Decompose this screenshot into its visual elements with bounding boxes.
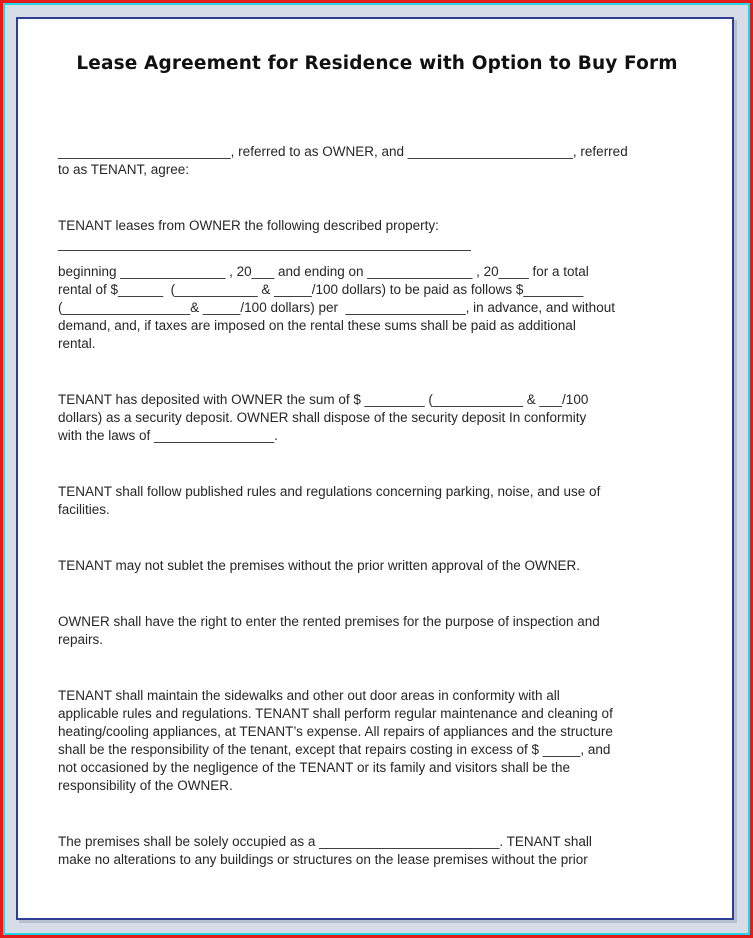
- text-line: The premises shall be solely occupied as a ________________________. TENANT shall: [58, 834, 592, 849]
- paragraph-security-deposit: [58, 391, 698, 445]
- paragraph-parties: [58, 143, 698, 179]
- text-line: facilities.: [58, 502, 110, 517]
- text-line: TENANT has deposited with OWNER the sum of $ ________ (____________ & ___/100: [58, 392, 589, 407]
- paragraph-property: [58, 217, 698, 253]
- text-line: rental.: [58, 336, 96, 351]
- text-line: applicable rules and regulations. TENANT shall perform regular maintenance and cleaning of: [58, 706, 613, 721]
- text-line: TENANT may not sublet the premises without the prior written approval of the OWNER.: [58, 558, 580, 573]
- document-title: Lease Agreement for Residence with Option to Buy Form: [76, 53, 678, 74]
- paragraph-maintenance: [58, 687, 698, 795]
- text-line: _______________________________________________________: [58, 236, 471, 251]
- text-line: TENANT shall maintain the sidewalks and other out door areas in conformity with all: [58, 688, 560, 703]
- text-line: heating/cooling appliances, at TENANT’s expense. All repairs of appliances and the structure: [58, 724, 613, 739]
- paragraph-sublet: [58, 557, 698, 575]
- text-line: _______________________, referred to as OWNER, and ______________________, referred: [58, 144, 628, 159]
- paragraph-rules: [58, 483, 698, 519]
- text-line: not occasioned by the negligence of the TENANT or its family and visitors shall be the: [58, 760, 571, 775]
- text-line: make no alterations to any buildings or structures on the lease premises without the prior: [58, 852, 588, 867]
- text-line: shall be the responsibility of the tenant, except that repairs costing in excess of $ _____, and: [58, 742, 611, 757]
- text-line: with the laws of ________________.: [58, 428, 278, 443]
- text-line: repairs.: [58, 632, 104, 647]
- text-line: responsibility of the OWNER.: [58, 778, 233, 793]
- text-line: dollars) as a security deposit. OWNER shall dispose of the security deposit In conformity: [58, 410, 587, 425]
- text-line: TENANT shall follow published rules and regulations concerning parking, noise, and use of: [58, 484, 601, 499]
- document-page: [16, 17, 734, 920]
- paragraph-rental-terms: [58, 263, 698, 353]
- text-line: (_________________& _____/100 dollars) per ________________, in advance, and without: [58, 300, 615, 315]
- paragraph-entry: [58, 613, 698, 649]
- text-line: beginning ______________ , 20___ and ending on ______________ , 20____ for a total: [58, 264, 589, 279]
- text-line: demand, and, if taxes are imposed on the rental these sums shall be paid as additional: [58, 318, 576, 333]
- text-line: OWNER shall have the right to enter the rented premises for the purpose of inspection and: [58, 614, 600, 629]
- text-line: to as TENANT, agree:: [58, 162, 190, 177]
- text-line: TENANT leases from OWNER the following described property:: [58, 218, 439, 233]
- paragraph-occupancy: [58, 833, 698, 869]
- text-line: rental of $______ (___________ & _____/100 dollars) to be paid as follows $________: [58, 282, 584, 297]
